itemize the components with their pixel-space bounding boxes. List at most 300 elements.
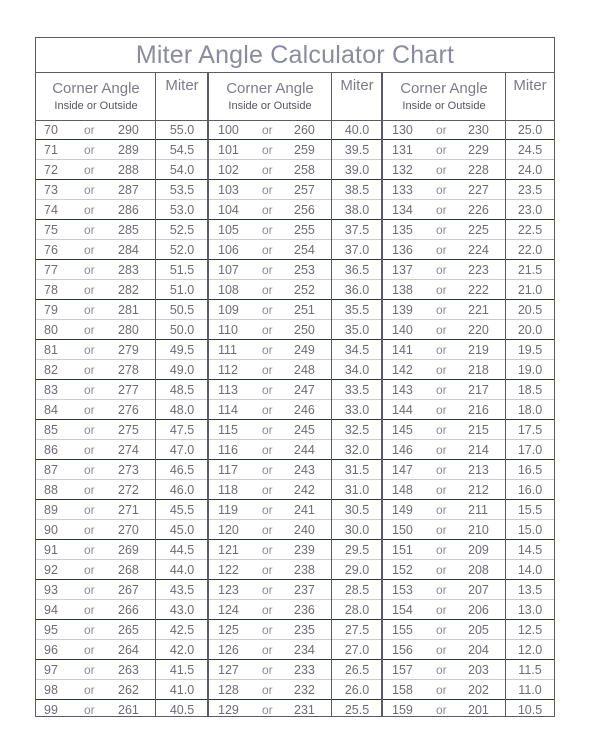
- miter-value: 38.5: [344, 183, 370, 197]
- inside-angle: 81: [44, 343, 58, 357]
- outside-angle: 240: [294, 523, 315, 537]
- or-label: or: [84, 583, 95, 597]
- miter-value: 35.0: [344, 323, 370, 337]
- inside-angle: 150: [392, 523, 413, 537]
- inside-angle: 74: [44, 203, 58, 217]
- outside-angle: 288: [118, 163, 139, 177]
- outside-angle: 283: [118, 263, 139, 277]
- outside-angle: 219: [468, 343, 489, 357]
- inside-angle: 128: [218, 683, 239, 697]
- or-label: or: [84, 343, 95, 357]
- inside-angle: 80: [44, 323, 58, 337]
- inside-angle: 111: [218, 343, 238, 357]
- or-label: or: [262, 483, 273, 497]
- inside-angle: 106: [218, 243, 239, 257]
- inside-angle: 144: [392, 403, 413, 417]
- outside-angle: 282: [118, 283, 139, 297]
- inside-angle: 88: [44, 483, 58, 497]
- or-label: or: [262, 523, 273, 537]
- table-row: [36, 260, 554, 280]
- or-label: or: [262, 263, 273, 277]
- outside-angle: 258: [294, 163, 315, 177]
- miter-value: 40.0: [344, 123, 370, 137]
- outside-angle: 215: [468, 423, 489, 437]
- inside-angle: 85: [44, 423, 58, 437]
- table-header: [36, 73, 554, 121]
- or-label: or: [262, 443, 273, 457]
- or-label: or: [84, 543, 95, 557]
- miter-value: 33.5: [344, 383, 370, 397]
- outside-angle: 284: [118, 243, 139, 257]
- outside-angle: 220: [468, 323, 489, 337]
- header-inside-outside-label: Inside or Outside: [228, 100, 312, 112]
- miter-value: 35.5: [344, 303, 370, 317]
- outside-angle: 234: [294, 643, 315, 657]
- inside-angle: 151: [392, 543, 413, 557]
- inside-angle: 131: [392, 143, 413, 157]
- grid-line: [207, 72, 209, 716]
- inside-angle: 116: [218, 443, 238, 457]
- table-row: [36, 121, 554, 140]
- inside-angle: 121: [218, 543, 239, 557]
- outside-angle: 210: [468, 523, 489, 537]
- inside-angle: 141: [392, 343, 413, 357]
- inside-angle: 107: [218, 263, 239, 277]
- or-label: or: [84, 163, 95, 177]
- table-row: [36, 360, 554, 380]
- or-label: or: [84, 303, 95, 317]
- header-corner-angle-1: [36, 73, 156, 120]
- outside-angle: 242: [294, 483, 315, 497]
- or-label: or: [262, 503, 273, 517]
- miter-value: 30.0: [344, 523, 370, 537]
- or-label: or: [262, 403, 273, 417]
- inside-angle: 114: [218, 403, 238, 417]
- inside-angle: 149: [392, 503, 413, 517]
- or-label: or: [436, 383, 447, 397]
- inside-angle: 132: [392, 163, 413, 177]
- or-label: or: [262, 163, 273, 177]
- inside-angle: 86: [44, 443, 58, 457]
- outside-angle: 211: [468, 503, 488, 517]
- outside-angle: 216: [468, 403, 489, 417]
- table-row: [36, 500, 554, 520]
- or-label: or: [436, 583, 447, 597]
- miter-value: 37.0: [344, 243, 370, 257]
- miter-value: 25.5: [344, 703, 370, 717]
- or-label: or: [84, 203, 95, 217]
- outside-angle: 222: [468, 283, 489, 297]
- outside-angle: 286: [118, 203, 139, 217]
- or-label: or: [436, 463, 447, 477]
- or-label: or: [262, 303, 273, 317]
- or-label: or: [262, 643, 273, 657]
- inside-angle: 126: [218, 643, 239, 657]
- miter-value: 24.0: [517, 163, 543, 177]
- miter-value: 12.0: [517, 643, 543, 657]
- inside-angle: 157: [392, 663, 413, 677]
- outside-angle: 214: [468, 443, 489, 457]
- miter-value: 13.5: [517, 583, 543, 597]
- or-label: or: [436, 263, 447, 277]
- inside-angle: 98: [44, 683, 58, 697]
- inside-angle: 112: [218, 363, 238, 377]
- miter-value: 41.0: [169, 683, 195, 697]
- inside-angle: 72: [44, 163, 58, 177]
- miter-value: 29.5: [344, 543, 370, 557]
- header-corner-angle-2: [208, 73, 332, 120]
- inside-angle: 137: [392, 263, 413, 277]
- or-label: or: [84, 603, 95, 617]
- miter-value: 22.5: [517, 223, 543, 237]
- table-row: [36, 520, 554, 540]
- outside-angle: 243: [294, 463, 315, 477]
- miter-value: 36.0: [344, 283, 370, 297]
- inside-angle: 119: [218, 503, 238, 517]
- header-inside-outside-label: Inside or Outside: [402, 100, 486, 112]
- inside-angle: 147: [392, 463, 413, 477]
- outside-angle: 245: [294, 423, 315, 437]
- grid-line: [331, 72, 332, 716]
- miter-value: 16.0: [517, 483, 543, 497]
- table-row: [36, 700, 554, 718]
- inside-angle: 143: [392, 383, 413, 397]
- inside-angle: 90: [44, 523, 58, 537]
- header-inside-outside-label: Inside or Outside: [54, 100, 138, 112]
- table-row: [36, 580, 554, 600]
- miter-value: 54.0: [169, 163, 195, 177]
- miter-value: 47.0: [169, 443, 195, 457]
- outside-angle: 236: [294, 603, 315, 617]
- inside-angle: 89: [44, 503, 58, 517]
- miter-value: 23.0: [517, 203, 543, 217]
- inside-angle: 124: [218, 603, 239, 617]
- or-label: or: [84, 623, 95, 637]
- outside-angle: 281: [118, 303, 139, 317]
- table-row: [36, 480, 554, 500]
- miter-value: 11.5: [518, 663, 542, 677]
- or-label: or: [436, 683, 447, 697]
- outside-angle: 252: [294, 283, 315, 297]
- table-body: [36, 121, 554, 718]
- miter-value: 13.0: [517, 603, 543, 617]
- inside-angle: 125: [218, 623, 239, 637]
- table-row: [36, 440, 554, 460]
- miter-value: 11.0: [518, 683, 542, 697]
- inside-angle: 82: [44, 363, 58, 377]
- table-row: [36, 320, 554, 340]
- outside-angle: 204: [468, 643, 489, 657]
- outside-angle: 228: [468, 163, 489, 177]
- miter-value: 46.5: [169, 463, 195, 477]
- table-row: [36, 380, 554, 400]
- outside-angle: 217: [468, 383, 489, 397]
- miter-value: 10.5: [517, 703, 543, 717]
- miter-value: 20.0: [517, 323, 543, 337]
- outside-angle: 238: [294, 563, 315, 577]
- or-label: or: [436, 363, 447, 377]
- inside-angle: 158: [392, 683, 413, 697]
- outside-angle: 232: [294, 683, 315, 697]
- or-label: or: [262, 703, 273, 717]
- miter-value: 38.0: [344, 203, 370, 217]
- outside-angle: 290: [118, 123, 139, 137]
- outside-angle: 259: [294, 143, 315, 157]
- outside-angle: 244: [294, 443, 315, 457]
- outside-angle: 265: [118, 623, 139, 637]
- inside-angle: 101: [218, 143, 239, 157]
- outside-angle: 280: [118, 323, 139, 337]
- table-row: [36, 660, 554, 680]
- outside-angle: 203: [468, 663, 489, 677]
- or-label: or: [436, 143, 447, 157]
- or-label: or: [436, 123, 447, 137]
- inside-angle: 136: [392, 243, 413, 257]
- outside-angle: 253: [294, 263, 315, 277]
- outside-angle: 225: [468, 223, 489, 237]
- inside-angle: 122: [218, 563, 239, 577]
- inside-angle: 154: [392, 603, 413, 617]
- miter-value: 32.0: [344, 443, 370, 457]
- table-row: [36, 240, 554, 260]
- outside-angle: 261: [118, 703, 139, 717]
- miter-value: 54.5: [169, 143, 195, 157]
- or-label: or: [262, 223, 273, 237]
- outside-angle: 233: [294, 663, 315, 677]
- outside-angle: 255: [294, 223, 315, 237]
- inside-angle: 123: [218, 583, 239, 597]
- miter-value: 26.5: [344, 663, 370, 677]
- outside-angle: 231: [294, 703, 315, 717]
- miter-value: 43.0: [169, 603, 195, 617]
- miter-value: 49.5: [169, 343, 195, 357]
- or-label: or: [436, 203, 447, 217]
- miter-value: 25.0: [517, 123, 543, 137]
- miter-value: 22.0: [517, 243, 543, 257]
- inside-angle: 99: [44, 703, 58, 717]
- outside-angle: 202: [468, 683, 489, 697]
- inside-angle: 87: [44, 463, 58, 477]
- outside-angle: 257: [294, 183, 315, 197]
- or-label: or: [262, 683, 273, 697]
- outside-angle: 268: [118, 563, 139, 577]
- or-label: or: [262, 203, 273, 217]
- or-label: or: [84, 643, 95, 657]
- miter-value: 48.5: [169, 383, 195, 397]
- or-label: or: [262, 343, 273, 357]
- miter-value: 15.5: [517, 503, 543, 517]
- miter-value: 44.0: [169, 563, 195, 577]
- outside-angle: 266: [118, 603, 139, 617]
- miter-value: 50.0: [169, 323, 195, 337]
- outside-angle: 275: [118, 423, 139, 437]
- or-label: or: [436, 563, 447, 577]
- or-label: or: [436, 423, 447, 437]
- or-label: or: [436, 523, 447, 537]
- miter-value: 19.5: [517, 343, 543, 357]
- outside-angle: 247: [294, 383, 315, 397]
- miter-value: 51.5: [169, 263, 195, 277]
- miter-value: 12.5: [517, 623, 543, 637]
- table-row: [36, 160, 554, 180]
- outside-angle: 239: [294, 543, 315, 557]
- inside-angle: 117: [218, 463, 238, 477]
- or-label: or: [436, 663, 447, 677]
- inside-angle: 140: [392, 323, 413, 337]
- outside-angle: 262: [118, 683, 139, 697]
- table-row: [36, 400, 554, 420]
- outside-angle: 248: [294, 363, 315, 377]
- outside-angle: 273: [118, 463, 139, 477]
- inside-angle: 142: [392, 363, 413, 377]
- miter-value: 41.5: [169, 663, 195, 677]
- or-label: or: [262, 383, 273, 397]
- miter-value: 24.5: [517, 143, 543, 157]
- or-label: or: [262, 243, 273, 257]
- inside-angle: 152: [392, 563, 413, 577]
- miter-value: 17.5: [517, 423, 543, 437]
- outside-angle: 207: [468, 583, 489, 597]
- or-label: or: [436, 703, 447, 717]
- miter-value: 50.5: [169, 303, 195, 317]
- inside-angle: 130: [392, 123, 413, 137]
- inside-angle: 97: [44, 663, 58, 677]
- or-label: or: [262, 623, 273, 637]
- miter-value: 52.5: [169, 223, 195, 237]
- inside-angle: 70: [44, 123, 58, 137]
- miter-value: 27.5: [344, 623, 370, 637]
- inside-angle: 159: [392, 703, 413, 717]
- or-label: or: [84, 263, 95, 277]
- miter-value: 39.0: [344, 163, 370, 177]
- inside-angle: 79: [44, 303, 58, 317]
- outside-angle: 229: [468, 143, 489, 157]
- inside-angle: 134: [392, 203, 413, 217]
- miter-chart: [35, 37, 555, 717]
- or-label: or: [262, 463, 273, 477]
- miter-value: 36.5: [344, 263, 370, 277]
- inside-angle: 135: [392, 223, 413, 237]
- or-label: or: [262, 603, 273, 617]
- header-corner-angle-label: Corner Angle: [226, 80, 314, 97]
- or-label: or: [262, 423, 273, 437]
- outside-angle: 218: [468, 363, 489, 377]
- table-row: [36, 460, 554, 480]
- or-label: or: [262, 323, 273, 337]
- outside-angle: 230: [468, 123, 489, 137]
- or-label: or: [436, 623, 447, 637]
- or-label: or: [84, 423, 95, 437]
- or-label: or: [436, 603, 447, 617]
- inside-angle: 96: [44, 643, 58, 657]
- header-miter-2: Miter: [340, 77, 374, 94]
- outside-angle: 276: [118, 403, 139, 417]
- or-label: or: [436, 283, 447, 297]
- inside-angle: 92: [44, 563, 58, 577]
- inside-angle: 77: [44, 263, 58, 277]
- miter-value: 48.0: [169, 403, 195, 417]
- miter-value: 23.5: [517, 183, 543, 197]
- outside-angle: 270: [118, 523, 139, 537]
- miter-value: 51.0: [169, 283, 195, 297]
- or-label: or: [436, 483, 447, 497]
- or-label: or: [262, 663, 273, 677]
- table-row: [36, 340, 554, 360]
- miter-value: 40.5: [169, 703, 195, 717]
- miter-value: 45.0: [169, 523, 195, 537]
- or-label: or: [84, 523, 95, 537]
- table-row: [36, 600, 554, 620]
- table-row: [36, 640, 554, 660]
- miter-value: 43.5: [169, 583, 195, 597]
- outside-angle: 206: [468, 603, 489, 617]
- miter-value: 29.0: [344, 563, 370, 577]
- or-label: or: [436, 163, 447, 177]
- outside-angle: 221: [468, 303, 489, 317]
- miter-value: 53.5: [169, 183, 195, 197]
- inside-angle: 105: [218, 223, 239, 237]
- miter-value: 14.5: [517, 543, 543, 557]
- outside-angle: 241: [294, 503, 315, 517]
- outside-angle: 237: [294, 583, 315, 597]
- inside-angle: 76: [44, 243, 58, 257]
- miter-value: 44.5: [169, 543, 195, 557]
- or-label: or: [262, 543, 273, 557]
- miter-value: 21.5: [517, 263, 543, 277]
- miter-value: 39.5: [344, 143, 370, 157]
- miter-value: 37.5: [344, 223, 370, 237]
- inside-angle: 78: [44, 283, 58, 297]
- miter-value: 45.5: [169, 503, 195, 517]
- miter-value: 21.0: [517, 283, 543, 297]
- inside-angle: 155: [392, 623, 413, 637]
- outside-angle: 249: [294, 343, 315, 357]
- or-label: or: [262, 563, 273, 577]
- outside-angle: 254: [294, 243, 315, 257]
- miter-value: 18.5: [517, 383, 543, 397]
- grid-line: [155, 72, 156, 716]
- outside-angle: 269: [118, 543, 139, 557]
- inside-angle: 100: [218, 123, 239, 137]
- or-label: or: [436, 323, 447, 337]
- miter-value: 33.0: [344, 403, 370, 417]
- table-row: [36, 560, 554, 580]
- inside-angle: 146: [392, 443, 413, 457]
- header-corner-angle-3: [382, 73, 506, 120]
- inside-angle: 113: [218, 383, 238, 397]
- header-miter-3: Miter: [513, 77, 547, 94]
- table-row: [36, 180, 554, 200]
- outside-angle: 256: [294, 203, 315, 217]
- inside-angle: 109: [218, 303, 239, 317]
- outside-angle: 277: [118, 383, 139, 397]
- inside-angle: 127: [218, 663, 239, 677]
- chart-title: Miter Angle Calculator Chart: [36, 38, 554, 73]
- table-row: [36, 220, 554, 240]
- outside-angle: 289: [118, 143, 139, 157]
- outside-angle: 278: [118, 363, 139, 377]
- miter-value: 55.0: [169, 123, 195, 137]
- inside-angle: 110: [218, 323, 238, 337]
- inside-angle: 139: [392, 303, 413, 317]
- miter-value: 34.0: [344, 363, 370, 377]
- header-corner-angle-label: Corner Angle: [52, 80, 140, 97]
- or-label: or: [436, 343, 447, 357]
- inside-angle: 91: [44, 543, 58, 557]
- table-row: [36, 620, 554, 640]
- inside-angle: 83: [44, 383, 58, 397]
- inside-angle: 75: [44, 223, 58, 237]
